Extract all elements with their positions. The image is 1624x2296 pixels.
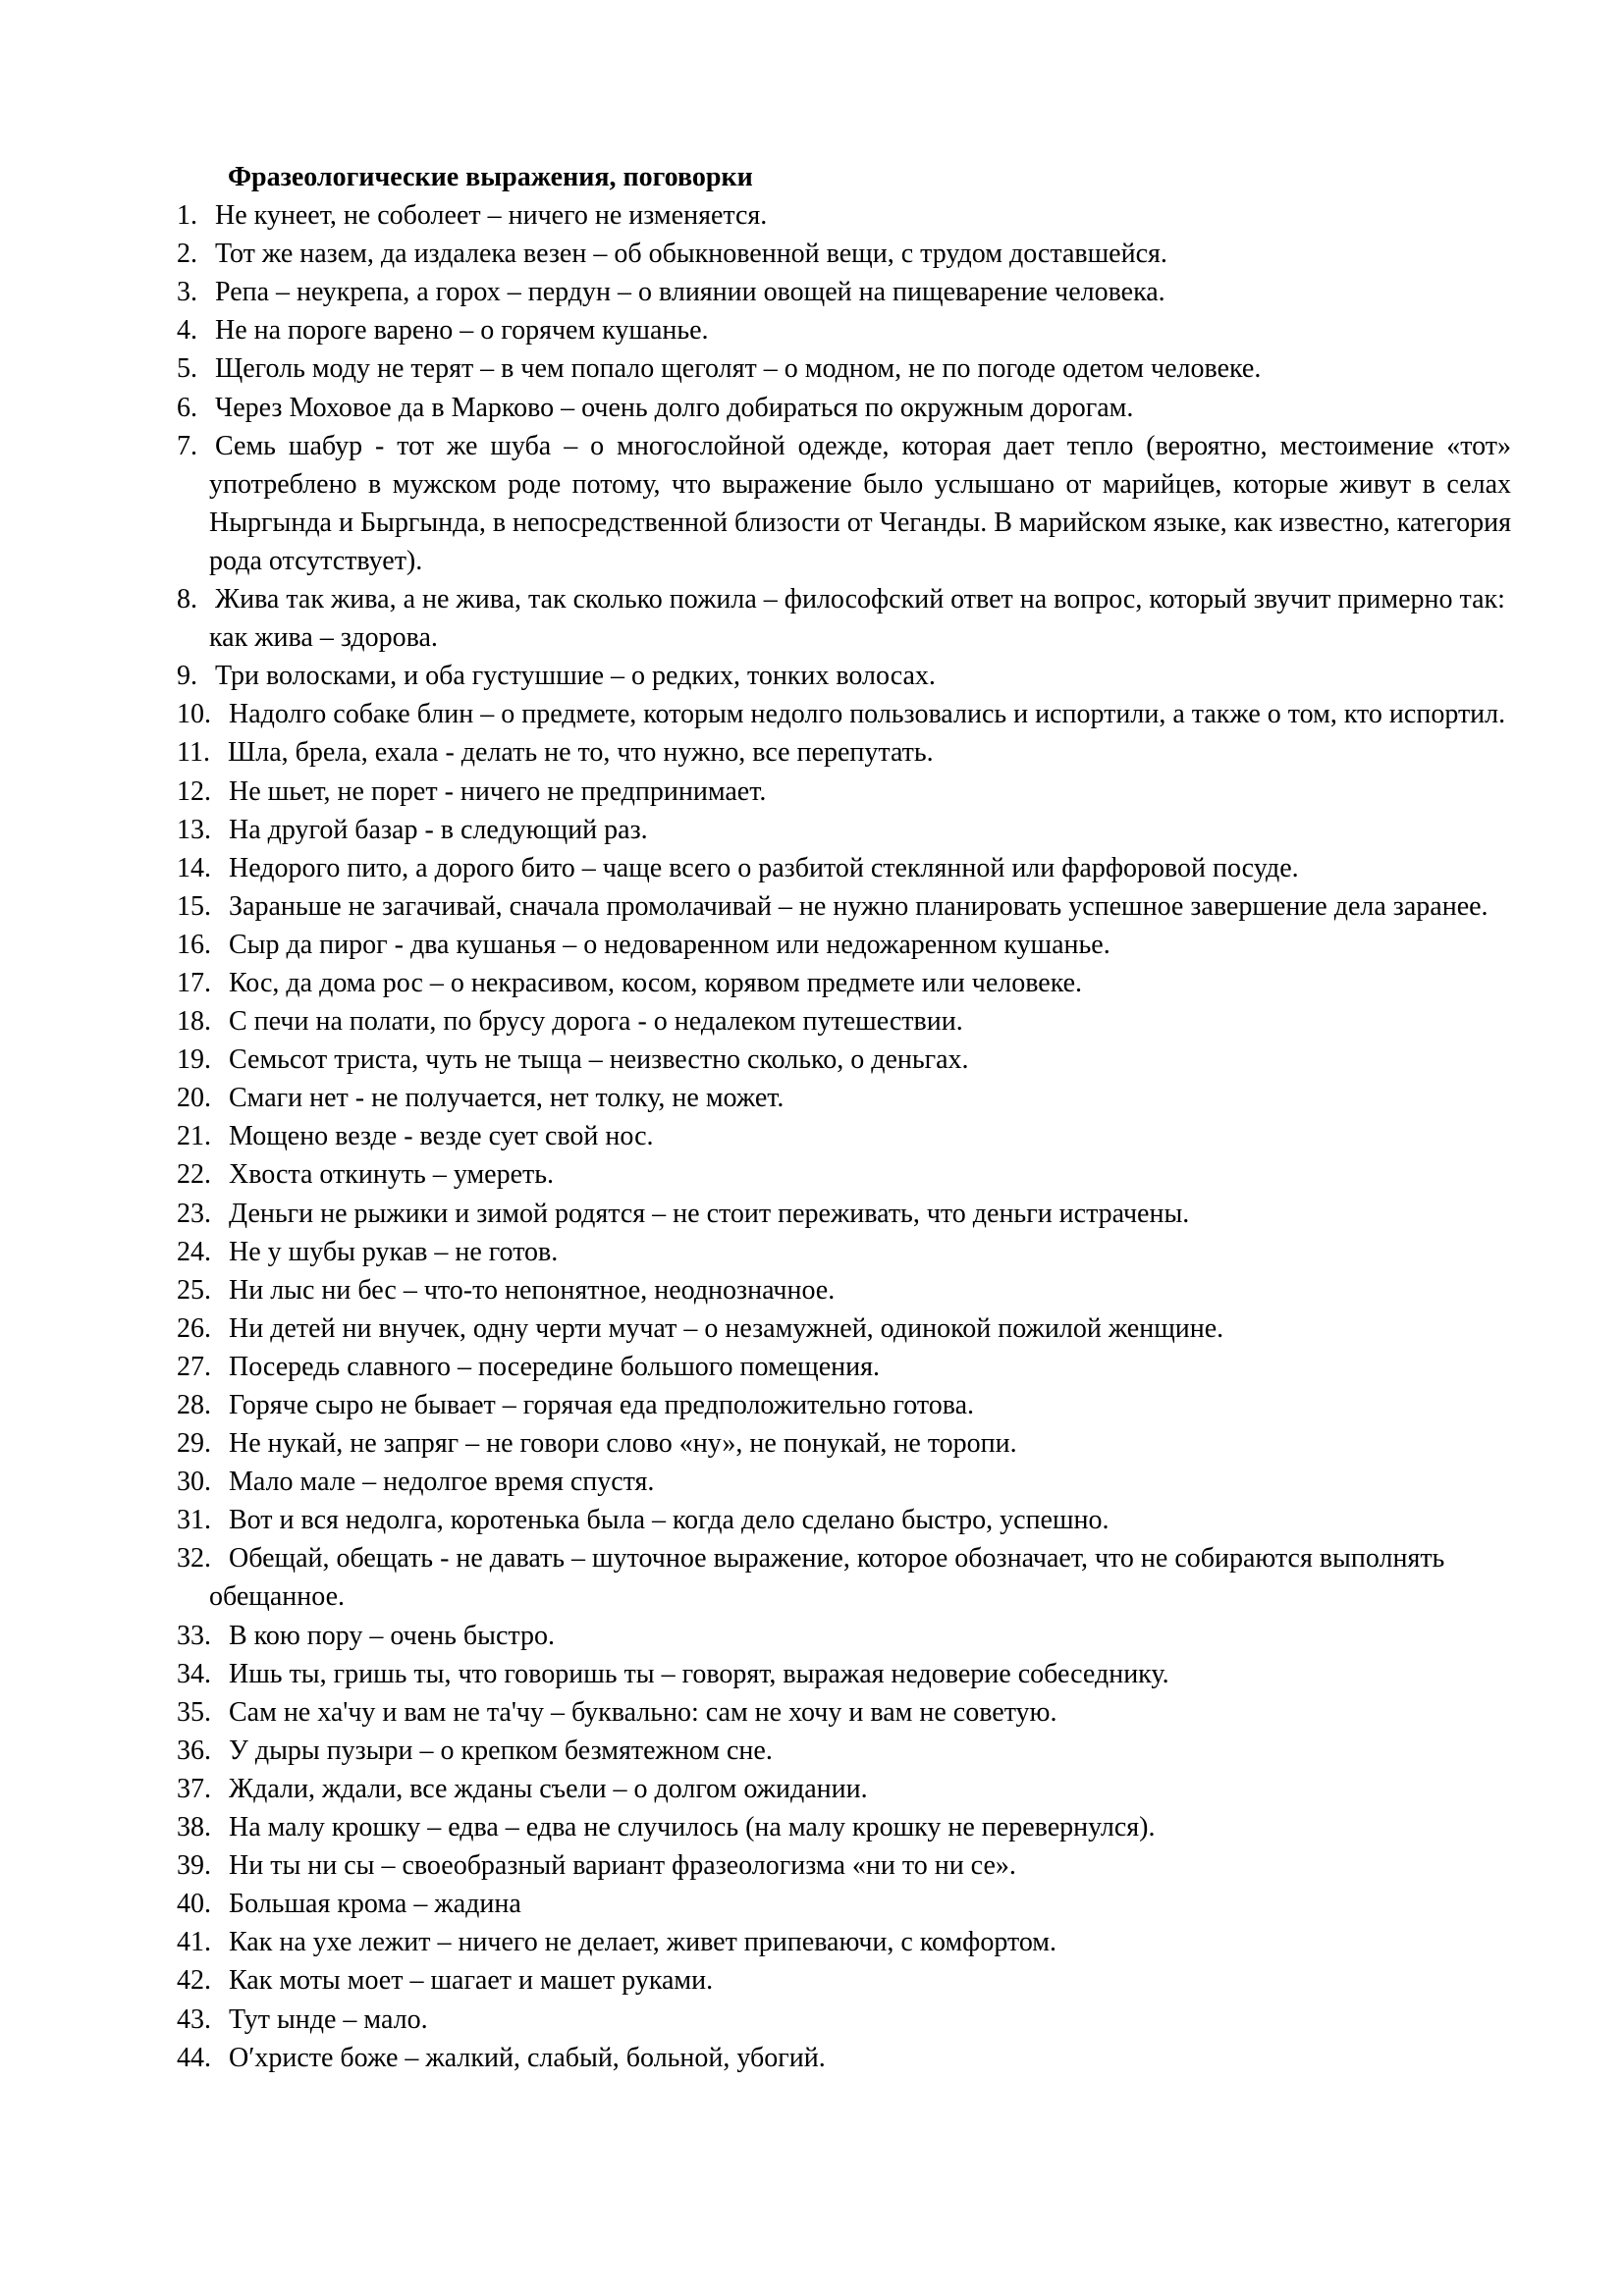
item-text: С печи на полати, по брусу дорога - о недалеком путешествии. — [229, 1006, 963, 1038]
item-text: Репа – неукрепа, а горох – пердун – о влиянии овощей на пищеварение человека. — [215, 277, 1165, 308]
list-item — [177, 1348, 1511, 1386]
item-number: 27. — [177, 1351, 211, 1382]
item-text: Семьсот триста, чуть не тыща – неизвестно сколько, о деньгах. — [229, 1044, 969, 1076]
item-number: 7. — [177, 430, 197, 461]
item-number: 44. — [177, 2042, 211, 2073]
item-text: Щеголь моду не терят – в чем попало щеголят – о модном, не по погоде одетом человеке. — [215, 353, 1262, 385]
item-number: 26. — [177, 1312, 211, 1344]
item-number: 18. — [177, 1006, 211, 1038]
list-item — [177, 196, 1511, 235]
item-number: 2. — [177, 239, 197, 270]
item-text: Горяче сыро не бывает – горячая еда предположительно готова. — [229, 1390, 975, 1420]
list-item — [177, 273, 1511, 311]
expressions-list — [177, 196, 1511, 2077]
list-item — [177, 1233, 1511, 1271]
list-item — [177, 235, 1511, 273]
item-text: На другой базар - в следующий раз. — [229, 814, 648, 845]
item-number: 14. — [177, 852, 211, 883]
list-item — [177, 1961, 1511, 2000]
item-number: 34. — [177, 1658, 211, 1689]
item-text: Три волосками, и оба густушшие – о редких, тонких волосах. — [215, 661, 936, 692]
item-text: Смаги нет - не получается, нет толку, не может. — [229, 1083, 785, 1114]
item-number: 8. — [177, 584, 197, 615]
list-item — [177, 1117, 1511, 1155]
item-text: Не шьет, не порет - ничего не предпринимает. — [229, 775, 767, 807]
list-item — [177, 349, 1511, 388]
item-text: Надолго собаке блин – о предмете, которым недолго пользовались и испортили, а также о том, кто испортил. — [229, 699, 1506, 730]
list-item — [177, 773, 1511, 811]
list-item — [177, 1770, 1511, 1808]
list-item — [177, 1271, 1511, 1309]
item-text: Кос, да дома рос – о некрасивом, косом, корявом предмете или человеке. — [229, 967, 1083, 998]
item-text: Через Моховое да в Марково – очень долго добираться по окружным дорогам. — [215, 392, 1134, 423]
item-text: О′христе боже – жалкий, слабый, больной, убогий. — [229, 2042, 826, 2073]
item-number: 33. — [177, 1620, 211, 1651]
item-number: 39. — [177, 1850, 211, 1882]
item-text: Недорого пито, а дорого бито – чаще всего о разбитой стеклянной или фарфоровой посуде. — [229, 852, 1299, 883]
list-item — [177, 733, 1511, 772]
list-item — [177, 811, 1511, 849]
item-number: 19. — [177, 1044, 211, 1076]
list-item — [177, 1693, 1511, 1732]
item-number: 42. — [177, 1965, 211, 1997]
item-text: Вот и вся недолга, коротенька была – когда дело сделано быстро, успешно. — [229, 1505, 1110, 1536]
item-number: 23. — [177, 1198, 211, 1229]
list-item — [177, 1155, 1511, 1194]
item-text: Семь шабур - тот же шуба – о многослойной одежде, которая дает тепло (вероятно, местоимение «тот» употреблено в мужском роде потому, что выражение было услышано от марийцев, которые живут в селах Ныргында и Быргында, в непосредственной близости от Чеганды. В марийском языке, как известно, категория рода отсутствует). — [209, 430, 1511, 576]
item-text: Как моты моет – шагает и машет руками. — [229, 1965, 714, 1997]
list-item — [177, 2001, 1511, 2039]
item-text: Не на пороге варено – о горячем кушанье. — [215, 315, 709, 347]
item-text: Не у шубы рукав – не готов. — [229, 1236, 559, 1267]
list-item — [177, 1846, 1511, 1885]
item-text: Сыр да пирог - два кушанья – о недоваренном или недожаренном кушанье. — [229, 929, 1110, 960]
item-number: 38. — [177, 1812, 211, 1843]
list-item — [177, 580, 1511, 657]
list-item — [177, 926, 1511, 964]
item-number: 4. — [177, 315, 197, 347]
list-item — [177, 1424, 1511, 1463]
page-title: Фразеологические выражения, поговорки — [228, 162, 753, 192]
item-number: 40. — [177, 1889, 211, 1920]
list-item — [177, 389, 1511, 427]
item-number: 28. — [177, 1390, 211, 1420]
item-text: Мало мале – недолгое время спустя. — [229, 1467, 655, 1498]
item-text: Ждали, ждали, все жданы съели – о долгом ожидании. — [229, 1773, 868, 1804]
list-item — [177, 1041, 1511, 1079]
item-number: 36. — [177, 1735, 211, 1766]
item-number: 43. — [177, 2003, 211, 2035]
item-number: 31. — [177, 1505, 211, 1536]
list-item — [177, 1617, 1511, 1655]
list-item — [177, 1539, 1511, 1616]
item-number: 13. — [177, 814, 211, 845]
item-text: Деньги не рыжики и зимой родятся – не стоит переживать, что деньги истрачены. — [229, 1198, 1190, 1229]
item-number: 22. — [177, 1159, 211, 1191]
item-number: 41. — [177, 1927, 211, 1958]
item-number: 24. — [177, 1236, 211, 1267]
list-item — [177, 1386, 1511, 1424]
item-number: 35. — [177, 1696, 211, 1728]
item-text: Сам не ха'чу и вам не та'чу – буквально: сам не хочу и вам не советую. — [229, 1696, 1057, 1728]
item-text: Посередь славного – посередине большого помещения. — [229, 1351, 880, 1382]
item-text: Обещай, обещать - не давать – шуточное выражение, которое обозначает, что не собираются выполнять обещанное. — [209, 1543, 1445, 1613]
list-item — [177, 657, 1511, 695]
list-item — [177, 1195, 1511, 1233]
list-item — [177, 427, 1511, 580]
item-number: 10. — [177, 699, 211, 730]
item-text: Ишь ты, гришь ты, что говоришь ты – говорят, выражая недоверие собеседнику. — [229, 1658, 1169, 1689]
item-text: Большая крома – жадина — [229, 1889, 521, 1920]
item-number: 3. — [177, 277, 197, 308]
list-item — [177, 1309, 1511, 1348]
item-text: На малу крошку – едва – едва не случилось (на малу крошку не перевернулся). — [229, 1812, 1156, 1843]
item-number: 32. — [177, 1543, 211, 1575]
list-item — [177, 1079, 1511, 1117]
list-item — [177, 311, 1511, 349]
list-item — [177, 1732, 1511, 1770]
list-item — [177, 695, 1511, 733]
list-item — [177, 2039, 1511, 2077]
list-item — [177, 849, 1511, 887]
item-text: Зараньше не загачивай, сначала промолачивай – не нужно планировать успешное завершение дела заранее. — [229, 890, 1489, 922]
item-number: 16. — [177, 929, 211, 960]
list-item — [177, 1885, 1511, 1923]
item-number: 30. — [177, 1467, 211, 1498]
item-text: Как на ухе лежит – ничего не делает, живет припеваючи, с комфортом. — [229, 1927, 1057, 1958]
item-number: 29. — [177, 1428, 211, 1460]
item-number: 25. — [177, 1274, 211, 1306]
item-number: 11. — [177, 737, 210, 769]
item-number: 17. — [177, 967, 211, 998]
item-text: Тут ынде – мало. — [229, 2003, 428, 2035]
item-text: Ни лыс ни бес – что-то непонятное, неоднозначное. — [229, 1274, 836, 1306]
item-number: 5. — [177, 353, 197, 385]
list-item — [177, 1002, 1511, 1041]
item-text: Тот же назем, да издалека везен – об обыкновенной вещи, с трудом доставшейся. — [215, 239, 1167, 270]
item-text: Хвоста откинуть – умереть. — [229, 1159, 555, 1191]
item-text: Мощено везде - везде сует свой нос. — [229, 1121, 654, 1152]
item-number: 21. — [177, 1121, 211, 1152]
item-text: Не кунеет, не соболеет – ничего не изменяется. — [215, 200, 768, 232]
item-number: 12. — [177, 775, 211, 807]
item-number: 37. — [177, 1773, 211, 1804]
list-item — [177, 1923, 1511, 1961]
item-text: У дыры пузыри – о крепком безмятежном сне. — [229, 1735, 773, 1766]
item-text: Шла, брела, ехала - делать не то, что нужно, все перепутать. — [227, 737, 934, 769]
list-item — [177, 1808, 1511, 1846]
list-item — [177, 964, 1511, 1002]
list-item — [177, 1463, 1511, 1501]
item-text: Ни детей ни внучек, одну черти мучат – о незамужней, одинокой пожилой женщине. — [229, 1312, 1224, 1344]
item-number: 9. — [177, 661, 197, 692]
item-number: 20. — [177, 1083, 211, 1114]
item-number: 6. — [177, 392, 197, 423]
item-text: Жива так жива, а не жива, так сколько пожила – философский ответ на вопрос, который звучит примерно так: как жива – здорова. — [209, 584, 1505, 654]
list-item — [177, 1655, 1511, 1693]
item-text: В кою пору – очень быстро. — [229, 1620, 555, 1651]
item-text: Ни ты ни сы – своеобразный вариант фразеологизма «ни то ни се». — [229, 1850, 1016, 1882]
item-number: 1. — [177, 200, 197, 232]
list-item — [177, 1501, 1511, 1539]
item-text: Не нукай, не запряг – не говори слово «ну», не понукай, не торопи. — [229, 1428, 1017, 1460]
list-item — [177, 887, 1511, 926]
item-number: 15. — [177, 890, 211, 922]
